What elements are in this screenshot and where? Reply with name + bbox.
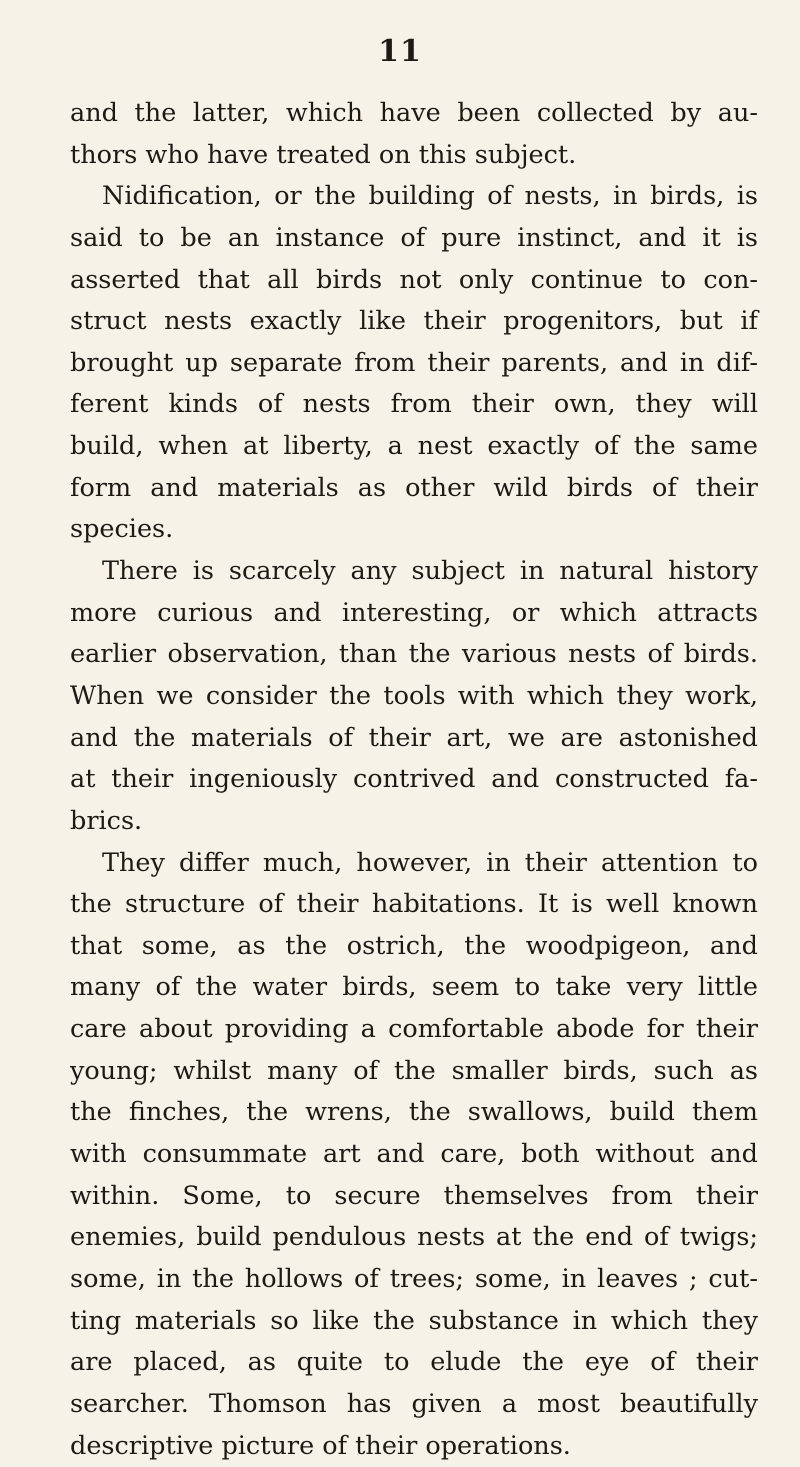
- text-line: brics.: [70, 801, 758, 843]
- text-line: descriptive picture of their operations.: [70, 1426, 758, 1467]
- text-line: asserted that all birds not only continue to con-: [70, 260, 758, 302]
- text-line: within. Some, to secure themselves from their: [70, 1176, 758, 1218]
- text-line: species.: [70, 509, 758, 551]
- text-line: more curious and interesting, or which attracts: [70, 593, 758, 635]
- text-line: are placed, as quite to elude the eye of their: [70, 1342, 758, 1384]
- page-number: 11: [0, 34, 800, 70]
- text-line: enemies, build pendulous nests at the end of twigs;: [70, 1217, 758, 1259]
- text-line: and the latter, which have been collected by au-: [70, 93, 758, 135]
- text-line: When we consider the tools with which they work,: [70, 676, 758, 718]
- text-line: the structure of their habitations. It is well known: [70, 884, 758, 926]
- text-line: that some, as the ostrich, the woodpigeon, and: [70, 926, 758, 968]
- text-line: the finches, the wrens, the swallows, build them: [70, 1092, 758, 1134]
- text-line: thors who have treated on this subject.: [70, 135, 758, 177]
- text-line: some, in the hollows of trees; some, in leaves ; cut-: [70, 1259, 758, 1301]
- text-line: ting materials so like the substance in which they: [70, 1301, 758, 1343]
- text-line: searcher. Thomson has given a most beautifully: [70, 1384, 758, 1426]
- text-line: care about providing a comfortable abode for their: [70, 1009, 758, 1051]
- text-line: They differ much, however, in their attention to: [70, 843, 758, 885]
- text-line: said to be an instance of pure instinct, and it is: [70, 218, 758, 260]
- text-line: young; whilst many of the smaller birds, such as: [70, 1051, 758, 1093]
- text-line: brought up separate from their parents, and in dif-: [70, 343, 758, 385]
- text-line: many of the water birds, seem to take very little: [70, 967, 758, 1009]
- text-line: earlier observation, than the various nests of birds.: [70, 634, 758, 676]
- text-line: Nidification, or the building of nests, in birds, is: [70, 176, 758, 218]
- text-line: at their ingeniously contrived and constructed fa-: [70, 759, 758, 801]
- text-line: ferent kinds of nests from their own, they will: [70, 384, 758, 426]
- text-line: with consummate art and care, both without and: [70, 1134, 758, 1176]
- text-line: form and materials as other wild birds of their: [70, 468, 758, 510]
- text-line: build, when at liberty, a nest exactly of the same: [70, 426, 758, 468]
- text-line: struct nests exactly like their progenitors, but if: [70, 301, 758, 343]
- text-line: and the materials of their art, we are astonished: [70, 718, 758, 760]
- body-text: [70, 93, 758, 1467]
- text-line: There is scarcely any subject in natural history: [70, 551, 758, 593]
